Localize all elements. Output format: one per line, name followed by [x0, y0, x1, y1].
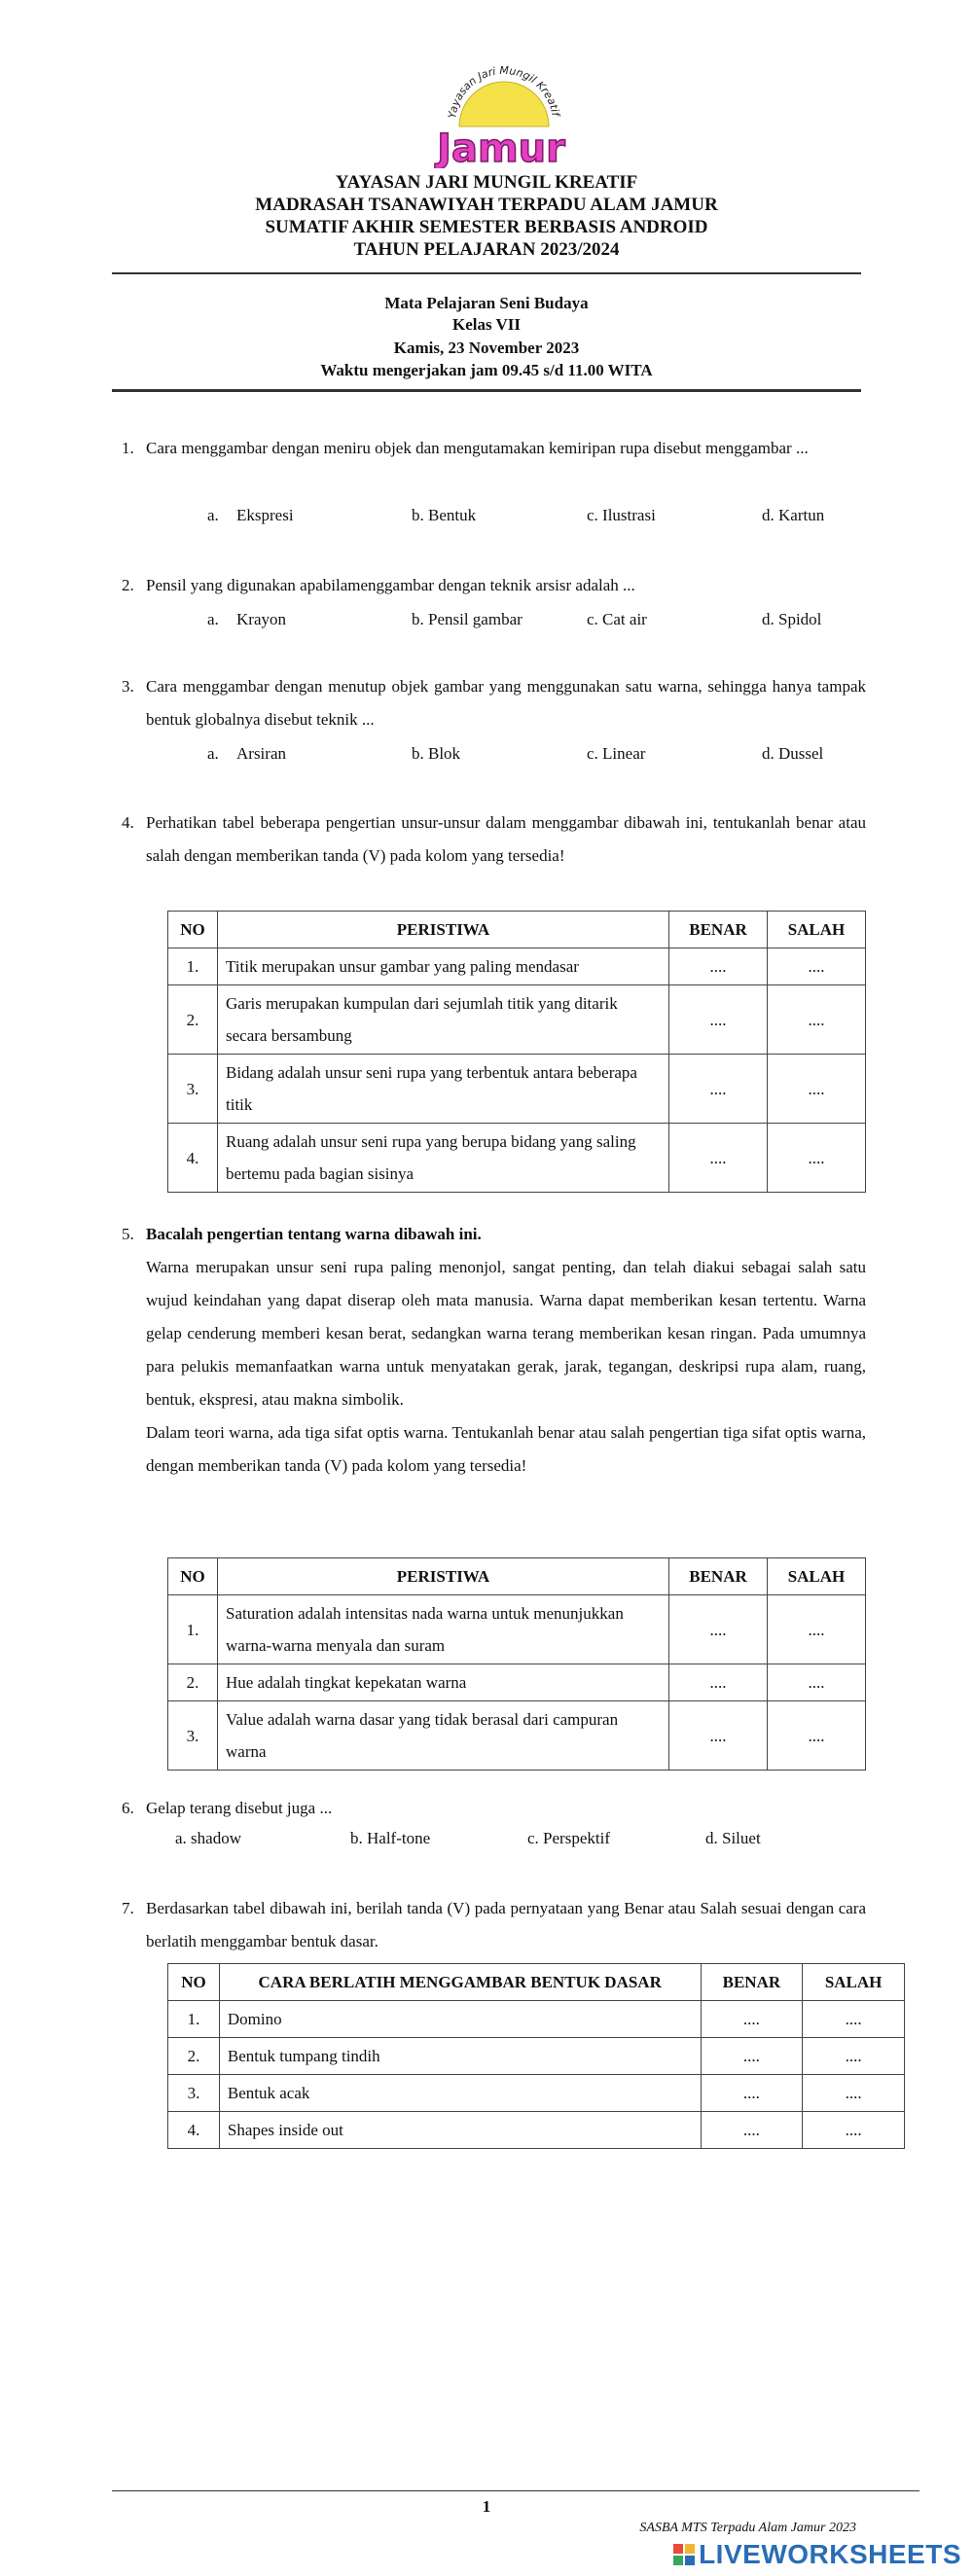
subheader-divider [112, 389, 861, 392]
option-b[interactable]: b. Pensil gambar [412, 610, 523, 628]
row-text: Domino [219, 2001, 701, 2038]
col-no: NO [168, 1964, 220, 2001]
footer-note: SASBA MTS Terpadu Alam Jamur 2023 [639, 2521, 856, 2535]
option-d[interactable]: d. Kartun [762, 506, 825, 524]
benar-cell[interactable]: .... [701, 2001, 803, 2038]
table-row [168, 1664, 866, 1701]
salah-cell[interactable]: .... [803, 2112, 905, 2149]
subject: Mata Pelajaran Seni Budaya [384, 294, 589, 312]
school-logo [399, 47, 608, 168]
table-header-row [168, 1964, 905, 2001]
table-row [168, 2038, 905, 2075]
row-text: Shapes inside out [219, 2112, 701, 2149]
school-name: MADRASAH TSANAWIYAH TERPADU ALAM JAMUR [255, 195, 718, 215]
question-text: Berdasarkan tabel dibawah ini, berilah tanda (V) pada pernyataan yang Benar atau Salah sesuai dengan cara berlatih menggambar bentuk dasar. [146, 1899, 866, 1950]
row-no: 2. [168, 2038, 220, 2075]
col-benar: BENAR [669, 912, 768, 948]
row-no: 3. [168, 1055, 218, 1124]
row-text: Garis merupakan kumpulan dari sejumlah titik yang ditarik secara bersambung [218, 985, 669, 1055]
option-c[interactable]: c. Perspektif [527, 1829, 610, 1847]
row-text: Ruang adalah unsur seni rupa yang berupa bidang yang saling bertemu pada bagian sisinya [218, 1124, 669, 1193]
option-b[interactable]: b. Bentuk [412, 506, 477, 524]
question-number: 3. [122, 677, 134, 696]
table-row [168, 2075, 905, 2112]
benar-cell[interactable]: .... [669, 1664, 768, 1701]
reading-paragraph-1: Warna merupakan unsur seni rupa paling menonjol, sangat penting, dan telah diakui sebagai salah satu wujud keindahan yang dapat diserap oleh mata manusia. Warna dapat memberikan kesan tertentu. Warna gelap cenderung memberi kesan berat, sedangkan warna terang memberikan kesan ringan. Pada umumnya para pelukis memanfaatkan warna untuk menyatakan gerak, jarak, tegangan, deskripsi rupa alam, ruang, bentuk, ekspresi, atau makna simbolik. [146, 1258, 866, 1409]
option-a[interactable]: Ekspresi [236, 506, 294, 524]
option-d[interactable]: d. Siluet [705, 1829, 761, 1847]
table-row [168, 2112, 905, 2149]
class-level: Kelas VII [451, 315, 522, 334]
benar-cell[interactable]: .... [701, 2038, 803, 2075]
row-no: 3. [168, 2075, 220, 2112]
question-number: 4. [122, 813, 134, 832]
option-d[interactable]: d. Spidol [762, 610, 822, 628]
question-text: Cara menggambar dengan meniru objek dan mengutamakan kemiripan rupa disebut menggambar ... [146, 439, 809, 457]
question-5 [122, 1218, 866, 1483]
reading-paragraph-2: Dalam teori warna, ada tiga sifat optis warna. Tentukanlah benar atau salah pengertian tiga sifat optis warna, dengan memberikan tanda (V) pada kolom yang tersedia! [146, 1423, 866, 1475]
academic-year: TAHUN PELAJARAN 2023/2024 [353, 239, 620, 260]
table-row [168, 1701, 866, 1771]
question-text: Perhatikan tabel beberapa pengertian unsur-unsur dalam menggambar dibawah ini, tentukanlah benar atau salah dengan memberikan tanda (V) pada kolom yang tersedia! [146, 813, 866, 865]
question-title: Bacalah pengertian tentang warna dibawah ini. [146, 1225, 482, 1243]
row-no: 1. [168, 2001, 220, 2038]
option-c[interactable]: c. Linear [587, 744, 646, 763]
option-d[interactable]: d. Dussel [762, 744, 824, 763]
question-7 [122, 1892, 866, 1958]
question-number: 2. [122, 576, 134, 594]
row-no: 4. [168, 2112, 220, 2149]
table-row [168, 1595, 866, 1664]
option-a-letter: a. [207, 744, 219, 763]
question-text: Cara menggambar dengan menutup objek gambar yang menggunakan satu warna, sehingga hanya tampak bentuk globalnya disebut teknik ... [146, 677, 866, 729]
col-salah: SALAH [768, 1558, 866, 1595]
benar-cell[interactable]: .... [669, 985, 768, 1055]
liveworksheets-logo-icon [673, 2541, 695, 2562]
salah-cell[interactable]: .... [768, 948, 866, 985]
question-text: Gelap terang disebut juga ... [146, 1799, 333, 1817]
row-no: 3. [168, 1701, 218, 1771]
row-text: Hue adalah tingkat kepekatan warna [218, 1664, 669, 1701]
option-a[interactable]: Krayon [236, 610, 286, 628]
row-text: Bentuk acak [219, 2075, 701, 2112]
row-no: 1. [168, 1595, 218, 1664]
foundation-name: YAYASAN JARI MUNGIL KREATIF [335, 172, 638, 193]
benar-cell[interactable]: .... [669, 1595, 768, 1664]
option-a-letter: a. [207, 610, 219, 628]
question-7-table [167, 1963, 905, 2149]
row-text: Titik merupakan unsur gambar yang paling mendasar [218, 948, 669, 985]
question-3 [122, 670, 866, 736]
option-a[interactable]: Arsiran [236, 744, 286, 763]
question-1 [122, 432, 866, 465]
row-text: Value adalah warna dasar yang tidak berasal dari campuran warna [218, 1701, 669, 1771]
row-no: 2. [168, 985, 218, 1055]
exam-date: Kamis, 23 November 2023 [393, 339, 580, 357]
table-header-row [168, 912, 866, 948]
question-number: 6. [122, 1799, 134, 1817]
table-row [168, 948, 866, 985]
question-2 [122, 569, 866, 602]
option-b[interactable]: b. Half-tone [350, 1829, 431, 1847]
question-3-options [207, 744, 888, 773]
benar-cell[interactable]: .... [669, 1055, 768, 1124]
question-number: 1. [122, 439, 134, 457]
question-6 [122, 1792, 866, 1825]
liveworksheets-text: LIVEWORKSHEETS [699, 2539, 961, 2569]
salah-cell[interactable]: .... [768, 1664, 866, 1701]
table-row [168, 985, 866, 1055]
col-cara: CARA BERLATIH MENGGAMBAR BENTUK DASAR [219, 1964, 701, 2001]
question-text: Pensil yang digunakan apabilamenggambar dengan teknik arsisr adalah ... [146, 576, 635, 594]
salah-cell[interactable]: .... [768, 1124, 866, 1193]
salah-cell[interactable]: .... [803, 2038, 905, 2075]
salah-cell[interactable]: .... [768, 1701, 866, 1771]
option-c[interactable]: c. Ilustrasi [587, 506, 656, 524]
col-peristiwa: PERISTIWA [218, 1558, 669, 1595]
question-1-options [207, 506, 888, 535]
col-benar: BENAR [701, 1964, 803, 2001]
table-row [168, 2001, 905, 2038]
page-number: 1 [482, 2497, 491, 2516]
col-salah: SALAH [803, 1964, 905, 2001]
row-text: Saturation adalah intensitas nada warna untuk menunjukkan warna-warna menyala dan suram [218, 1595, 669, 1664]
row-text: Bentuk tumpang tindih [219, 2038, 701, 2075]
table-row [168, 1055, 866, 1124]
exam-title: SUMATIF AKHIR SEMESTER BERBASIS ANDROID [265, 217, 708, 237]
option-a-letter: a. [207, 506, 219, 524]
salah-cell[interactable]: .... [768, 1595, 866, 1664]
benar-cell[interactable]: .... [701, 2075, 803, 2112]
question-number: 5. [122, 1225, 134, 1243]
col-no: NO [168, 912, 218, 948]
benar-cell[interactable]: .... [669, 1124, 768, 1193]
question-number: 7. [122, 1899, 134, 1917]
row-no: 1. [168, 948, 218, 985]
benar-cell[interactable]: .... [669, 1701, 768, 1771]
benar-cell[interactable]: .... [701, 2112, 803, 2149]
benar-cell[interactable]: .... [669, 948, 768, 985]
col-peristiwa: PERISTIWA [218, 912, 669, 948]
option-b[interactable]: b. Blok [412, 744, 461, 763]
logo-arc-text: Yayasan Jari Mungil Kreatif [446, 64, 562, 120]
col-salah: SALAH [768, 912, 866, 948]
col-benar: BENAR [669, 1558, 768, 1595]
question-6-options [175, 1829, 876, 1858]
salah-cell[interactable]: .... [768, 985, 866, 1055]
table-header-row [168, 1558, 866, 1595]
table-row [168, 1124, 866, 1193]
header-divider [112, 272, 861, 274]
logo-word: Jamur [437, 126, 565, 168]
col-no: NO [168, 1558, 218, 1595]
salah-cell[interactable]: .... [803, 2001, 905, 2038]
question-4-table [167, 911, 866, 1193]
footer-divider [112, 2490, 919, 2491]
liveworksheets-brand[interactable] [673, 2539, 961, 2570]
option-c[interactable]: c. Cat air [587, 610, 647, 628]
question-4 [122, 806, 866, 873]
question-5-table [167, 1557, 866, 1771]
salah-cell[interactable]: .... [803, 2075, 905, 2112]
salah-cell[interactable]: .... [768, 1055, 866, 1124]
question-2-options [207, 610, 888, 639]
row-text: Bidang adalah unsur seni rupa yang terbentuk antara beberapa titik [218, 1055, 669, 1124]
exam-time: Waktu mengerjakan jam 09.45 s/d 11.00 WITA [320, 361, 653, 379]
row-no: 4. [168, 1124, 218, 1193]
option-a[interactable]: a. shadow [175, 1829, 241, 1847]
row-no: 2. [168, 1664, 218, 1701]
